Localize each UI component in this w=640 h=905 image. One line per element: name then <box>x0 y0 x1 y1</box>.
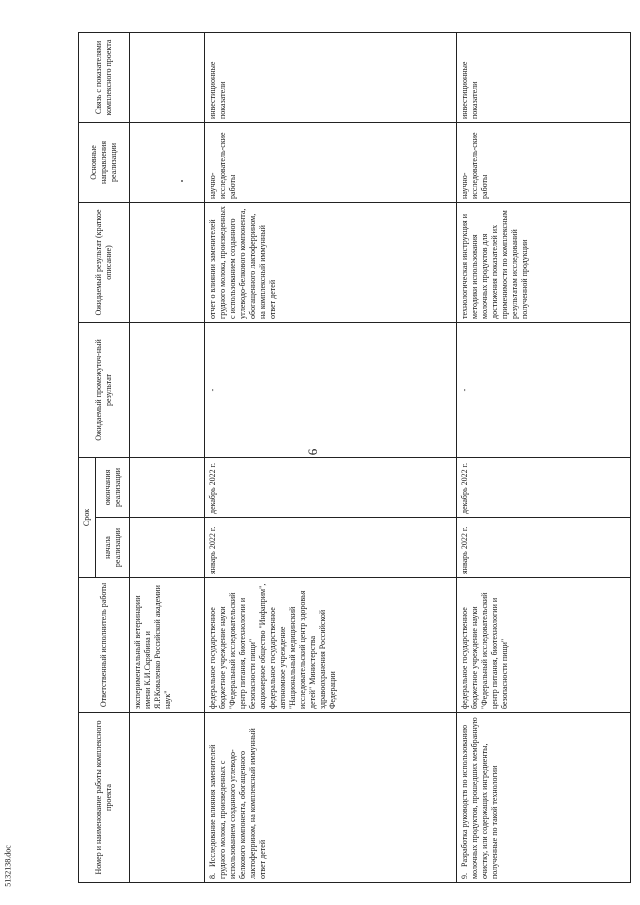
row-end: декабрь 2022 г. <box>457 457 631 517</box>
rotated-table-container <box>78 33 627 883</box>
table-row <box>457 32 631 882</box>
row-link: инвестиционные показатели <box>205 32 457 122</box>
row-executor: федеральное государственное бюджетное учреждение науки "Федеральный исследовательский центр питания, биотехнологии и безопасности пищи" акционерное общество "Инфаприм", федеральное государственное автономное учреждение "Национальный медицинский исследовательский центр здоровья детей" Министерства здравоохранения Российской Федерации <box>205 578 457 713</box>
row-end: декабрь 2022 г. <box>205 457 457 517</box>
header-link: Связь с показателями комплексного проекта <box>79 32 130 122</box>
row-name <box>205 713 457 883</box>
header-expected: Ожидаемый результат (краткое описание) <box>79 202 130 322</box>
row-link: инвестиционные показатели <box>457 32 631 122</box>
row-name-text: Исследование влияния заменителей грудного молока, произведенных с использованием созданного углеводо-белкового компонента, обогащенного лактоферрином, на комплексный иммунный ответ детей <box>208 728 267 879</box>
project-table <box>78 32 631 883</box>
header-name: Номер и наименование работы комплексного проекта <box>79 713 130 883</box>
table-row <box>205 32 457 882</box>
header-direction: Основные направления реализации <box>79 122 130 202</box>
header-intermediate: Ожидаемый промежуточ-ный результат <box>79 322 130 457</box>
row-intermediate: - <box>205 322 457 457</box>
header-term: Срок <box>79 457 96 577</box>
file-name: 5132138.doc <box>3 845 13 887</box>
row-name <box>457 713 631 883</box>
continuation-executor: экспериментальный ветеринарии имени К.И.Скрябина и Я.Р.Коваленко Российской академии наук" <box>130 578 205 713</box>
page-number: 6 <box>305 448 320 456</box>
header-executor: Ответственный исполнитель работы <box>79 578 130 713</box>
row-start: январь 2022 г. <box>457 518 631 578</box>
row-expected: технологическая инструкция и методики использования молочных продуктов для достижения показателей их применимости по комплексным результатам исследований полученной продукции <box>457 202 631 322</box>
row-start: январь 2022 г. <box>205 518 457 578</box>
row-direction: научно-исследователь-ские работы <box>205 122 457 202</box>
header-end: окончания реализации <box>96 457 130 517</box>
row-direction: научно-исследователь-ские работы <box>457 122 631 202</box>
row-name-text: Разработка руководств по использованию молочных продуктов, прошедших мембранную очистку, или содержащих ингредиенты, полученные по такой технологии <box>460 717 499 879</box>
row-executor: федеральное государственное бюджетное учреждение науки "Федеральный исследовательский центр питания, биотехнологии и безопасности пищи" <box>457 578 631 713</box>
row-number: 8. <box>208 873 217 879</box>
row-expected: отчет о влиянии заменителей грудного молока, произведенных с использованием созданного углеводо-белкового компонента, обогащенного лактоферрином, на комплексный иммунный ответ детей <box>205 202 457 322</box>
row-intermediate: - <box>457 322 631 457</box>
table-row-continuation <box>130 32 205 882</box>
row-number: 9. <box>460 873 469 879</box>
header-start: начала реализации <box>96 518 130 578</box>
